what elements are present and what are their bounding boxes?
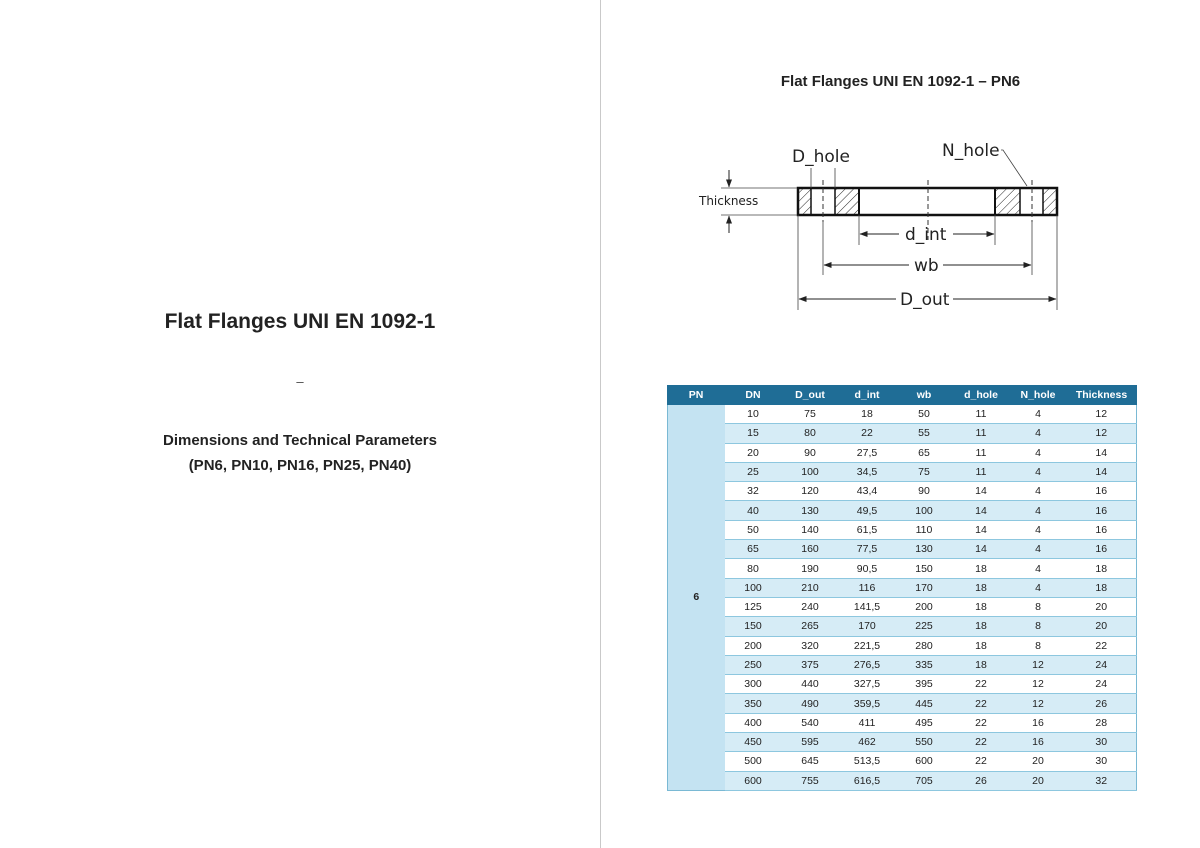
table-cell: 32 <box>1067 771 1137 790</box>
table-cell: 4 <box>1010 578 1067 597</box>
table-cell: 616,5 <box>839 771 896 790</box>
table-cell: 26 <box>953 771 1010 790</box>
table-cell: 15 <box>725 424 782 443</box>
table-cell: 14 <box>953 501 1010 520</box>
d-int-label: d_int <box>905 225 947 245</box>
table-cell: 4 <box>1010 405 1067 424</box>
table-row <box>668 482 1137 501</box>
d-int-dimension <box>859 215 995 245</box>
table-row <box>668 752 1137 771</box>
table-cell: 80 <box>782 424 839 443</box>
thickness-label: Thickness <box>699 194 759 208</box>
table-cell: 8 <box>1010 617 1067 636</box>
table-cell: 350 <box>725 694 782 713</box>
table-cell: 462 <box>839 733 896 752</box>
table-row <box>668 540 1137 559</box>
table-row <box>668 713 1137 732</box>
table-cell: 22 <box>953 733 1010 752</box>
table-cell: 12 <box>1067 424 1137 443</box>
table-cell: 4 <box>1010 482 1067 501</box>
cover-separator: – <box>296 374 304 389</box>
table-cell: 22 <box>953 713 1010 732</box>
table-cell: 160 <box>782 540 839 559</box>
cover-subtitle <box>0 428 600 478</box>
table-row <box>668 559 1137 578</box>
table-cell: 55 <box>896 424 953 443</box>
table-cell: 10 <box>725 405 782 424</box>
table-cell: 14 <box>953 520 1010 539</box>
table-cell: 16 <box>1067 520 1137 539</box>
cover-subtitle-line2: (PN6, PN10, PN16, PN25, PN40) <box>188 457 412 474</box>
table-cell: 75 <box>782 405 839 424</box>
table-row <box>668 462 1137 481</box>
table-row <box>668 405 1137 424</box>
table-cell: 335 <box>896 655 953 674</box>
table-cell: 26 <box>1067 694 1137 713</box>
cover-title: Flat Flanges UNI EN 1092-1 <box>164 310 436 333</box>
table-cell: 495 <box>896 713 953 732</box>
d-hole-label: D_hole <box>792 147 850 167</box>
flange-drawing <box>601 0 1200 330</box>
table-cell: 210 <box>782 578 839 597</box>
table-cell: 16 <box>1067 540 1137 559</box>
table-cell: 50 <box>725 520 782 539</box>
table-cell: 276,5 <box>839 655 896 674</box>
table-cell: 550 <box>896 733 953 752</box>
table-cell: 140 <box>782 520 839 539</box>
table-cell: 450 <box>725 733 782 752</box>
wb-label: wb <box>914 256 939 276</box>
table-cell: 18 <box>953 578 1010 597</box>
table-cell: 327,5 <box>839 675 896 694</box>
table-cell: 50 <box>896 405 953 424</box>
table-cell: 22 <box>953 675 1010 694</box>
table-cell: 221,5 <box>839 636 896 655</box>
table-cell: 200 <box>896 597 953 616</box>
table-cell: 18 <box>953 559 1010 578</box>
table-cell: 4 <box>1010 501 1067 520</box>
table-cell: 11 <box>953 462 1010 481</box>
table-row <box>668 520 1137 539</box>
table-cell: 116 <box>839 578 896 597</box>
table-cell: 18 <box>953 655 1010 674</box>
table-cell: 18 <box>953 636 1010 655</box>
table-cell: 32 <box>725 482 782 501</box>
pn-cell: 6 <box>668 405 725 791</box>
table-cell: 4 <box>1010 443 1067 462</box>
header-d-out: D_out <box>782 386 839 405</box>
table-cell: 250 <box>725 655 782 674</box>
header-n-hole: N_hole <box>1010 386 1067 405</box>
table-cell: 14 <box>953 482 1010 501</box>
table-cell: 120 <box>782 482 839 501</box>
table-cell: 11 <box>953 443 1010 462</box>
table-cell: 27,5 <box>839 443 896 462</box>
cover-subtitle-line1: Dimensions and Technical Parameters <box>163 432 437 449</box>
table-cell: 359,5 <box>839 694 896 713</box>
table-cell: 75 <box>896 462 953 481</box>
table-cell: 4 <box>1010 462 1067 481</box>
table-cell: 4 <box>1010 540 1067 559</box>
table-cell: 12 <box>1010 694 1067 713</box>
table-cell: 22 <box>953 694 1010 713</box>
table-cell: 25 <box>725 462 782 481</box>
header-d-hole: d_hole <box>953 386 1010 405</box>
d-hole-dimension <box>792 147 850 188</box>
table-cell: 280 <box>896 636 953 655</box>
table-cell: 4 <box>1010 424 1067 443</box>
table-cell: 77,5 <box>839 540 896 559</box>
table-cell: 600 <box>896 752 953 771</box>
table-row <box>668 597 1137 616</box>
table-cell: 100 <box>896 501 953 520</box>
table-cell: 130 <box>782 501 839 520</box>
table-cell: 110 <box>896 520 953 539</box>
table-cell: 150 <box>896 559 953 578</box>
table-cell: 375 <box>782 655 839 674</box>
table-cell: 18 <box>1067 578 1137 597</box>
table-cell: 411 <box>839 713 896 732</box>
table-cell: 200 <box>725 636 782 655</box>
n-hole-leader <box>942 141 1027 186</box>
table-cell: 18 <box>953 617 1010 636</box>
table-cell: 170 <box>839 617 896 636</box>
table-cell: 4 <box>1010 520 1067 539</box>
table-cell: 395 <box>896 675 953 694</box>
table-cell: 16 <box>1010 713 1067 732</box>
header-d-int: d_int <box>839 386 896 405</box>
table-cell: 755 <box>782 771 839 790</box>
table-cell: 14 <box>1067 443 1137 462</box>
table-cell: 22 <box>839 424 896 443</box>
table-cell: 14 <box>1067 462 1137 481</box>
d-out-label: D_out <box>900 290 950 310</box>
table-cell: 24 <box>1067 655 1137 674</box>
table-cell: 16 <box>1067 501 1137 520</box>
table-cell: 320 <box>782 636 839 655</box>
table-row <box>668 424 1137 443</box>
table-cell: 80 <box>725 559 782 578</box>
table-cell: 28 <box>1067 713 1137 732</box>
table-cell: 8 <box>1010 597 1067 616</box>
table-cell: 100 <box>725 578 782 597</box>
table-cell: 49,5 <box>839 501 896 520</box>
table-cell: 90 <box>896 482 953 501</box>
thickness-dimension <box>698 170 797 233</box>
table-cell: 18 <box>839 405 896 424</box>
table-row <box>668 694 1137 713</box>
table-cell: 90 <box>782 443 839 462</box>
table-cell: 34,5 <box>839 462 896 481</box>
table-cell: 12 <box>1010 655 1067 674</box>
header-thickness: Thickness <box>1067 386 1137 405</box>
table-cell: 11 <box>953 424 1010 443</box>
header-dn: DN <box>725 386 782 405</box>
table-row <box>668 443 1137 462</box>
table-cell: 600 <box>725 771 782 790</box>
table-cell: 240 <box>782 597 839 616</box>
table-cell: 125 <box>725 597 782 616</box>
table-cell: 300 <box>725 675 782 694</box>
table-cell: 490 <box>782 694 839 713</box>
table-cell: 8 <box>1010 636 1067 655</box>
table-body <box>668 405 1137 791</box>
table-cell: 595 <box>782 733 839 752</box>
table-cell: 12 <box>1010 675 1067 694</box>
table-cell: 16 <box>1010 733 1067 752</box>
table-cell: 43,4 <box>839 482 896 501</box>
table-cell: 16 <box>1067 482 1137 501</box>
table-row <box>668 675 1137 694</box>
table-cell: 30 <box>1067 733 1137 752</box>
table-cell: 20 <box>1067 617 1137 636</box>
table-cell: 22 <box>1067 636 1137 655</box>
table-header-row <box>668 386 1137 405</box>
table-cell: 20 <box>725 443 782 462</box>
table-cell: 500 <box>725 752 782 771</box>
table-cell: 400 <box>725 713 782 732</box>
dimensions-table <box>667 385 1137 791</box>
table-cell: 440 <box>782 675 839 694</box>
table-cell: 190 <box>782 559 839 578</box>
table-cell: 65 <box>896 443 953 462</box>
table-cell: 18 <box>1067 559 1137 578</box>
dimensions-table-container <box>667 385 1136 791</box>
table-cell: 40 <box>725 501 782 520</box>
table-cell: 14 <box>953 540 1010 559</box>
table-cell: 645 <box>782 752 839 771</box>
table-row <box>668 733 1137 752</box>
table-row <box>668 578 1137 597</box>
table-cell: 540 <box>782 713 839 732</box>
table-cell: 225 <box>896 617 953 636</box>
table-row <box>668 771 1137 790</box>
table-cell: 170 <box>896 578 953 597</box>
table-cell: 130 <box>896 540 953 559</box>
table-cell: 22 <box>953 752 1010 771</box>
header-pn: PN <box>668 386 725 405</box>
table-cell: 141,5 <box>839 597 896 616</box>
table-cell: 12 <box>1067 405 1137 424</box>
table-row <box>668 636 1137 655</box>
table-row <box>668 655 1137 674</box>
table-cell: 24 <box>1067 675 1137 694</box>
n-hole-label: N_hole <box>942 141 1000 161</box>
table-cell: 513,5 <box>839 752 896 771</box>
table-cell: 265 <box>782 617 839 636</box>
table-cell: 65 <box>725 540 782 559</box>
table-cell: 30 <box>1067 752 1137 771</box>
table-cell: 150 <box>725 617 782 636</box>
table-cell: 90,5 <box>839 559 896 578</box>
table-cell: 4 <box>1010 559 1067 578</box>
table-row <box>668 501 1137 520</box>
table-cell: 445 <box>896 694 953 713</box>
right-page <box>601 0 1200 848</box>
table-cell: 100 <box>782 462 839 481</box>
table-cell: 20 <box>1010 752 1067 771</box>
sheet-title: Flat Flanges UNI EN 1092-1 – PN6 <box>780 73 1021 90</box>
table-cell: 705 <box>896 771 953 790</box>
table-cell: 61,5 <box>839 520 896 539</box>
table-cell: 11 <box>953 405 1010 424</box>
table-cell: 20 <box>1067 597 1137 616</box>
table-cell: 20 <box>1010 771 1067 790</box>
table-row <box>668 617 1137 636</box>
header-wb: wb <box>896 386 953 405</box>
table-cell: 18 <box>953 597 1010 616</box>
